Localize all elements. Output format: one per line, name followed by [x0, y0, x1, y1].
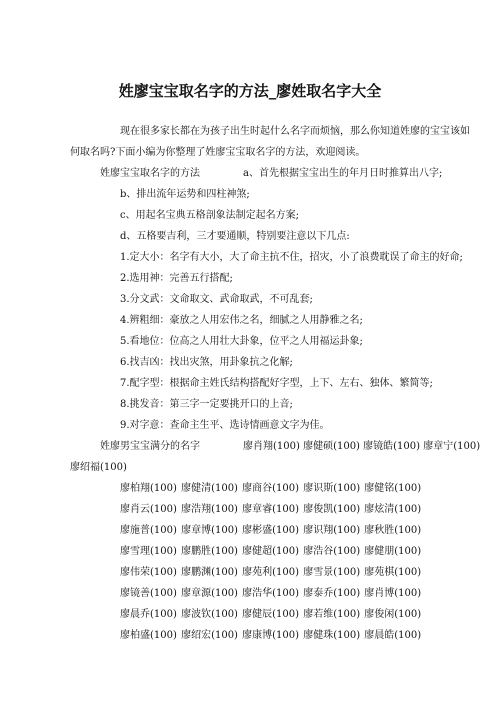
method-heading: 姓廖宝宝取名字的方法: [100, 168, 200, 179]
point-item: 1.定大小：名字有大小，大了命主抗不住，招灾，小了浪费耽误了命主的好命;: [120, 252, 463, 263]
name-row: 廖施普(100) 廖章博(100) 廖彬盛(100) 廖识翔(100) 廖秋胜(100): [120, 525, 422, 536]
method-step-c: c、用起名宝典五格剖象法制定起名方案;: [120, 210, 299, 221]
point-item: 5.看地位：位高之人用壮大卦象，位平之人用福运卦象;: [120, 336, 363, 347]
method-step-d: d、五格要吉利，三才要通顺，特别要注意以下几点:: [120, 231, 350, 242]
name-row: 廖伟荣(100) 廖鹏渊(100) 廖苑利(100) 廖雪景(100) 廖苑棋(100): [120, 567, 422, 578]
name-row: 廖肖云(100) 廖浩翔(100) 廖章睿(100) 廖俊凯(100) 廖炫清(100): [120, 504, 422, 515]
intro-line-1: 现在很多家长都在为孩子出生时起什么名字而烦恼，那么你知道姓廖的宝宝该如: [120, 126, 470, 137]
point-item: 3.分文武：文命取文、武命取武，不可乱套;: [120, 294, 313, 305]
name-row: 廖柏翔(100) 廖健清(100) 廖商谷(100) 廖识斯(100) 廖健铭(100): [120, 483, 422, 494]
boys-names-second-line: 廖绍福(100): [70, 462, 127, 473]
method-step-a: a、首先根据宝宝出生的年月日时推算出八字;: [243, 168, 443, 179]
name-row: 廖镜善(100) 廖章源(100) 廖浩华(100) 廖泰乔(100) 廖肖博(100): [120, 588, 422, 599]
point-item: 6.找吉凶：找出灾煞，用卦象抗之化解;: [120, 357, 293, 368]
name-row: 廖雪理(100) 廖鹏胜(100) 廖健超(100) 廖浩谷(100) 廖健朋(100): [120, 546, 422, 557]
point-item: 7.配字型：根据命主姓氏结构搭配好字型，上下、左右、独体、繁简等;: [120, 378, 433, 389]
point-item: 9.对字意：查命主生平、选诗情画意文字为佳。: [120, 420, 330, 431]
name-row: 廖晨乔(100) 廖波钦(100) 廖健辰(100) 廖若维(100) 廖俊闲(100): [120, 609, 422, 620]
boys-names-first-line: 廖肖翔(100) 廖健硕(100) 廖镜皓(100) 廖章宁(100): [243, 441, 481, 452]
point-item: 4.辨粗细：豪放之人用宏伟之名，细腻之人用静雅之名;: [120, 315, 363, 326]
boys-names-heading: 姓廖男宝宝满分的名字: [100, 441, 200, 452]
point-item: 8.挑发音：第三字一定要挑开口的上音;: [120, 399, 293, 410]
page-title: 姓廖宝宝取名字的方法_廖姓取名字大全: [118, 82, 382, 100]
intro-line-2: 何取名吗?下面小编为你整理了姓廖宝宝取名字的方法，欢迎阅读。: [70, 147, 366, 158]
method-step-b: b、排出流年运势和四柱神煞;: [120, 189, 250, 200]
point-item: 2.选用神：完善五行搭配;: [120, 273, 233, 284]
name-row: 廖柏盛(100) 廖绍宏(100) 廖康博(100) 廖健珠(100) 廖晨皓(100): [120, 630, 422, 641]
